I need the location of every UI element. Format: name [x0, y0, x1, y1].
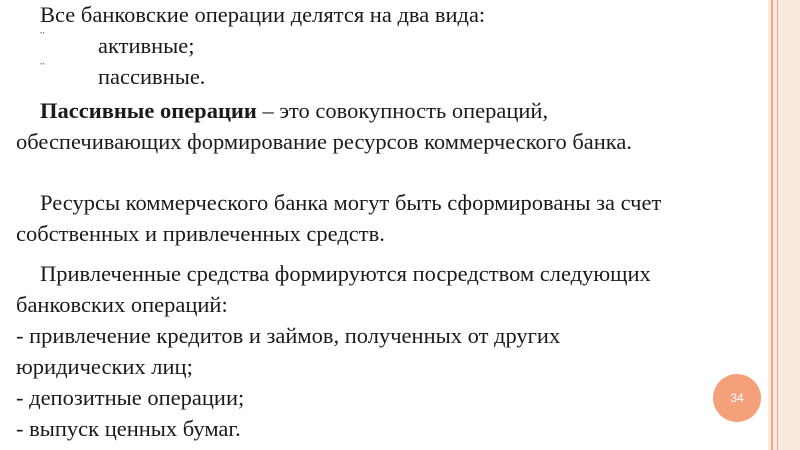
list-item-passive: пассивные. — [98, 64, 206, 89]
resources-line-1: Ресурсы коммерческого банка могут быть сформированы за счет — [40, 190, 662, 215]
intro-text: Все банковские операции делятся на два вида: — [40, 2, 486, 27]
attracted-line-1: Привлеченные средства формируются посредством следующих — [40, 261, 651, 286]
attracted-item-credits-cont: юридических лиц; — [16, 354, 193, 379]
attracted-item-deposits: - депозитные операции; — [16, 385, 245, 410]
attracted-item-securities: - выпуск ценных бумаг. — [16, 416, 241, 441]
attracted-line-2: банковских операций: — [16, 292, 228, 317]
bullet-icon: ¨ — [40, 61, 46, 76]
page-number-badge: 34 — [713, 374, 761, 422]
list-item-active: активные; — [98, 33, 195, 58]
attracted-item-credits: - привлечение кредитов и займов, полученных от других — [16, 323, 561, 348]
bullet-icon: ¨ — [40, 30, 46, 45]
definition-rest: – это совокупность операций, — [256, 98, 549, 123]
side-border-line — [771, 0, 773, 450]
side-border-line-inner — [777, 0, 778, 450]
resources-line-2: собственных и привлеченных средств. — [16, 221, 385, 246]
definition-line-1 — [40, 98, 548, 124]
definition-line-2: обеспечивающих формирование ресурсов коммерческого банка. — [16, 129, 632, 154]
definition-term: Пассивные операции — [40, 98, 257, 123]
